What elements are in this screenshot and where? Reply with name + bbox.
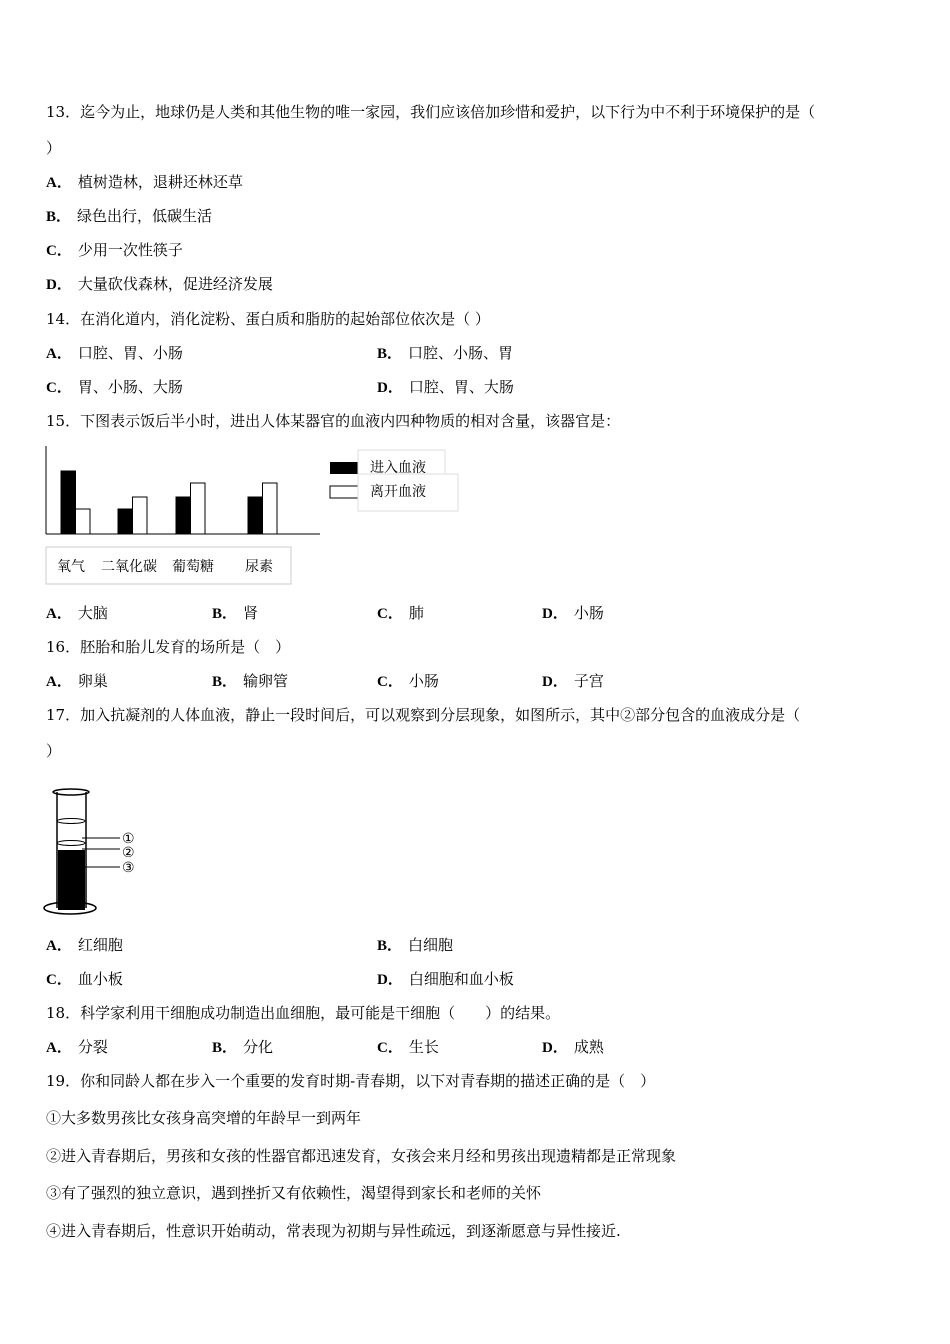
q16-option-c[interactable]: C． 小肠 [377,672,439,690]
q18-option-c[interactable]: C． 生长 [377,1038,439,1056]
q19-statement-2: ②进入青春期后，男孩和女孩的性器官都迅速发育，女孩会来月经和男孩出现遗精都是正常现象 [46,1147,677,1165]
q17-option-d[interactable]: D． 白细胞和血小板 [377,970,514,988]
bar-in-0 [61,471,76,534]
q18-option-b[interactable]: B． 分化 [212,1038,274,1056]
q14-option-a[interactable]: A． 口腔、胃、小肠 [46,344,183,362]
q13-option-b[interactable]: B． 绿色出行，低碳生活 [46,207,213,225]
label-layer-3: ③ [122,860,135,876]
q18-option-a[interactable]: A． 分裂 [46,1038,108,1056]
bar-in-1 [118,509,133,534]
tick-label: 二氧化碳 [101,559,157,575]
q16-stem: 16．胚胎和胎儿发育的场所是（ ） [46,638,291,656]
blood-test-tube-figure [40,780,160,920]
legend-label-out: 离开血液 [370,484,426,500]
bar-in-2 [176,497,191,534]
q15-bar-chart [40,440,470,590]
q17-stem: 17．加入抗凝剂的人体血液，静止一段时间后，可以观察到分层现象，如图所示，其中②部分包含的血液成分是（ [46,706,801,724]
q14-option-c[interactable]: C． 胃、小肠、大肠 [46,378,183,396]
legend-swatch-out [330,486,360,498]
q17-option-c[interactable]: C． 血小板 [46,970,123,988]
q13-option-d[interactable]: D． 大量砍伐森林，促进经济发展 [46,275,273,293]
q16-option-d[interactable]: D． 子宫 [542,672,604,690]
bar-out-1 [133,497,148,534]
q18-stem: 18．科学家利用干细胞成功制造出血细胞，最可能是干细胞（ ）的结果。 [46,1004,561,1022]
q15-option-d[interactable]: D． 小肠 [542,604,604,622]
q13-option-a[interactable]: A． 植树造林，退耕还林还草 [46,173,243,191]
q19-statement-1: ①大多数男孩比女孩身高突增的年龄早一到两年 [46,1109,362,1127]
bar-out-3 [263,483,278,534]
q16-option-b[interactable]: B． 输卵管 [212,672,289,690]
bar-out-2 [191,483,206,534]
legend-swatch-in [330,462,360,474]
q19-statement-3: ③有了强烈的独立意识，遇到挫折又有依赖性，渴望得到家长和老师的关怀 [46,1184,542,1202]
tick-label: 氧气 [57,559,85,575]
q14-option-b[interactable]: B． 口腔、小肠、胃 [377,344,514,362]
q15-option-a[interactable]: A． 大脑 [46,604,108,622]
label-layer-1: ① [122,831,135,847]
q13-stem-end: ） [46,139,62,157]
q17-option-b[interactable]: B． 白细胞 [377,936,454,954]
q18-option-d[interactable]: D． 成熟 [542,1038,604,1056]
bar-in-3 [248,497,263,534]
q17-option-a[interactable]: A． 红细胞 [46,936,123,954]
q15-option-c[interactable]: C． 肺 [377,604,424,622]
q16-option-a[interactable]: A． 卵巢 [46,672,108,690]
q15-option-b[interactable]: B． 肾 [212,604,259,622]
tick-label: 尿素 [245,559,273,575]
q14-option-d[interactable]: D． 口腔、胃、大肠 [377,378,514,396]
q13-option-c[interactable]: C． 少用一次性筷子 [46,241,183,259]
q14-stem: 14．在消化道内，消化淀粉、蛋白质和脂肪的起始部位依次是（ ） [46,310,490,328]
q19-statement-4: ④进入青春期后，性意识开始萌动，常表现为初期与异性疏远，到逐渐愿意与异性接近. [46,1222,621,1240]
legend-label-in: 进入血液 [370,460,426,476]
q17-stem-end: ） [46,742,62,760]
tick-label: 葡萄糖 [172,559,214,575]
q19-stem: 19．你和同龄人都在步入一个重要的发育时期-青春期，以下对青春期的描述正确的是（ ） [46,1072,656,1090]
label-layer-2: ② [122,845,135,861]
bar-out-0 [76,509,91,534]
q13-stem: 13．迄今为止，地球仍是人类和其他生物的唯一家园，我们应该倍加珍惜和爱护，以下行为中不利于环境保护的是（ [46,103,816,121]
q15-stem: 15．下图表示饭后半小时，进出人体某器官的血液内四种物质的相对含量，该器官是： [46,412,621,430]
